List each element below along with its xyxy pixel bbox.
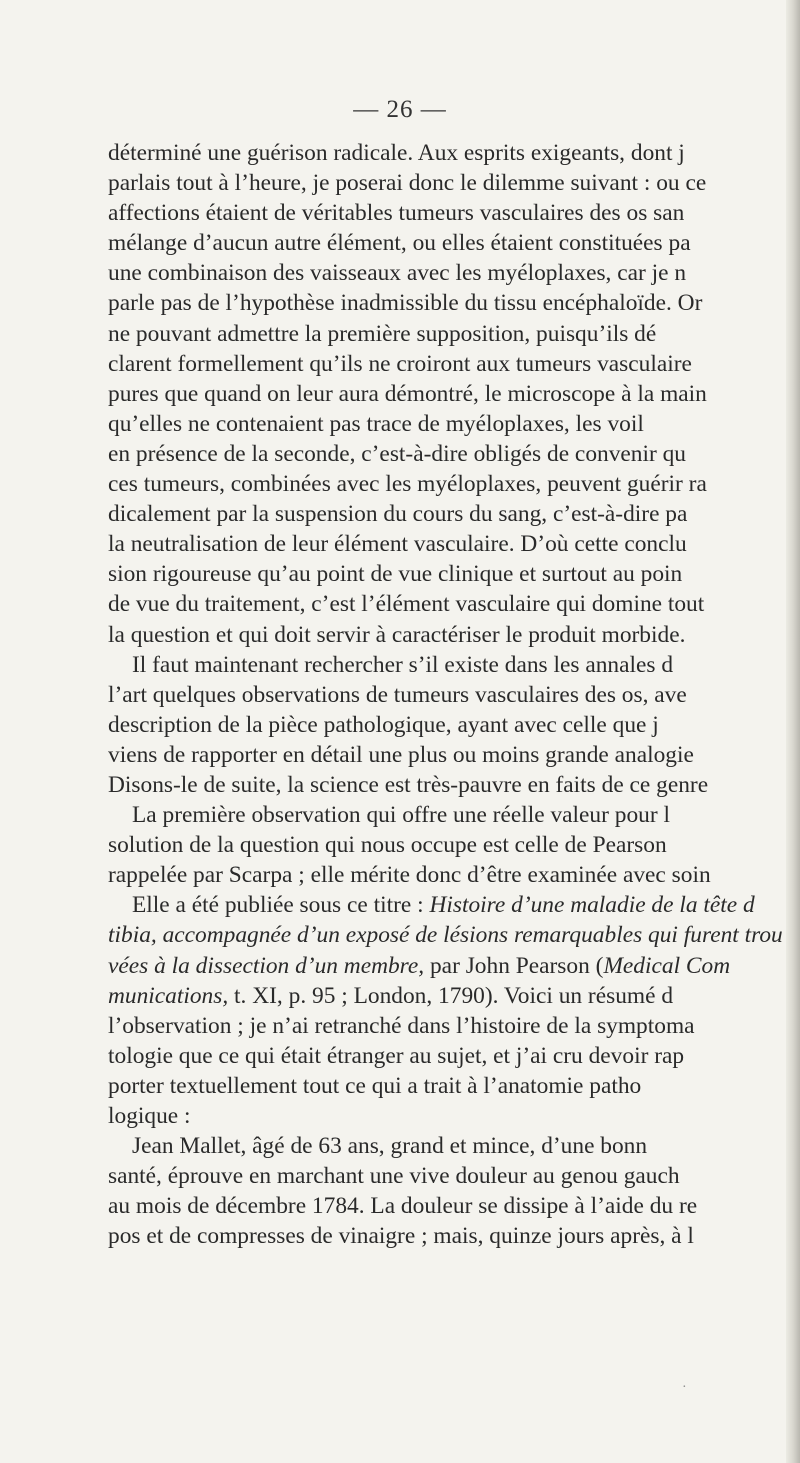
text-line [108,800,798,830]
text-line [108,890,798,920]
text-run: pures que quand on leur aura démontré, le microscope à la main [108,380,707,407]
text-run: description de la pièce pathologique, ayant avec celle que j [108,711,659,738]
text-run: clarent formellement qu’ils ne croiront aux tumeurs vasculaire [108,350,692,377]
text-line [108,951,798,981]
text-run: rappelée par Scarpa ; elle mérite donc d’être examinée avec soin [108,862,711,889]
text-line [108,228,798,258]
page-number: — 26 — [353,96,447,123]
text-line [108,168,798,198]
text-line [108,469,798,499]
text-line [108,349,798,379]
text-line [108,920,798,950]
body-text [108,138,798,1251]
text-line [108,589,798,619]
text-line [108,1131,798,1161]
italic-title-run: tibia, accompagnée d’un exposé de lésions remarquables qui furent trou [108,922,783,949]
text-run: dicalement par la suspension du cours du sang, c’est-à-dire pa [108,501,688,528]
text-run: Elle a été publiée sous ce titre : [132,892,430,919]
text-line [108,559,798,589]
text-run: affections étaient de véritables tumeurs vasculaires des os san [108,200,685,227]
text-run: la question et qui doit servir à caractériser le produit morbide. [108,621,686,648]
text-line [108,258,798,288]
text-run: une combinaison des vaisseaux avec les myéloplaxes, car je n [108,260,687,287]
text-run: qu’elles ne contenaient pas trace de myéloplaxes, les voil [108,410,644,437]
text-line [108,1221,798,1251]
text-line [108,138,798,168]
text-run: porter textuellement tout ce qui a trait à l’anatomie patho [108,1072,642,1099]
italic-title-run: munications, [108,982,229,1009]
text-line [108,981,798,1011]
text-run: Il faut maintenant rechercher s’il existe dans les annales d [132,651,674,678]
italic-title-run: Medical Com [603,952,731,979]
text-line [108,620,798,650]
text-line [108,529,798,559]
text-line [108,1071,798,1101]
text-run: l’observation ; je n’ai retranché dans l’histoire de la symptoma [108,1012,695,1039]
text-line [108,1101,798,1131]
text-run: de vue du traitement, c’est l’élément vasculaire qui domine tout [108,591,705,618]
text-run: ne pouvant admettre la première supposition, puisqu’ils dé [108,320,657,347]
text-run: Jean Mallet, âgé de 63 ans, grand et mince, d’une bonn [132,1133,648,1160]
text-run: ces tumeurs, combinées avec les myéloplaxes, peuvent guérir ra [108,471,707,498]
text-line [108,650,798,680]
text-run: mélange d’aucun autre élément, ou elles étaient constituées pa [108,230,691,257]
text-line [108,288,798,318]
text-line [108,1011,798,1041]
text-line [108,680,798,710]
text-line [108,740,798,770]
text-run: parle pas de l’hypothèse inadmissible du tissu encéphaloïde. Or [108,290,703,317]
text-run: au mois de décembre 1784. La douleur se dissipe à l’aide du re [108,1193,698,1220]
text-run: Disons-le de suite, la science est très-pauvre en faits de ce genre [108,771,709,798]
text-line [108,1041,798,1071]
text-line [108,770,798,800]
text-line [108,1191,798,1221]
text-run: la neutralisation de leur élément vasculaire. D’où cette conclu [108,531,687,558]
text-run: en présence de la seconde, c’est-à-dire obligés de convenir qu [108,440,687,467]
text-run: déterminé une guérison radicale. Aux esprits exigeants, dont j [108,140,685,166]
text-run: t. XI, p. 95 ; London, 1790). Voici un résumé d [228,982,674,1009]
text-line [108,830,798,860]
text-line [108,319,798,349]
text-run: l’art quelques observations de tumeurs vasculaires des os, ave [108,681,687,708]
text-line [108,860,798,890]
text-line [108,1161,798,1191]
text-line [108,379,798,409]
text-line [108,499,798,529]
text-run: La première observation qui offre une réelle valeur pour l [132,802,670,829]
ink-speck: · [682,1380,687,1395]
text-run: logique : [108,1103,191,1129]
text-run: parlais tout à l’heure, je poserai donc le dilemme suivant : ou ce [108,170,707,197]
italic-title-run: Histoire d’une maladie de la tête d [429,892,755,919]
text-line [108,198,798,228]
italic-title-run: vées à la dissection d’un membre, [108,952,425,979]
text-run: sion rigoureuse qu’au point de vue clinique et surtout au poin [108,561,683,588]
text-run: pos et de compresses de vinaigre ; mais, quinze jours après, à l [108,1223,694,1250]
text-line [108,409,798,439]
text-run: tologie que ce qui était étranger au sujet, et j’ai cru devoir rap [108,1042,685,1069]
text-run: solution de la question qui nous occupe est celle de Pearson [108,832,667,859]
text-run: santé, éprouve en marchant une vive douleur au genou gauch [108,1163,680,1190]
text-run: viens de rapporter en détail une plus ou moins grande analogie [108,741,694,768]
text-line [108,710,798,740]
text-run: par John Pearson ( [424,952,604,979]
text-line [108,439,798,469]
